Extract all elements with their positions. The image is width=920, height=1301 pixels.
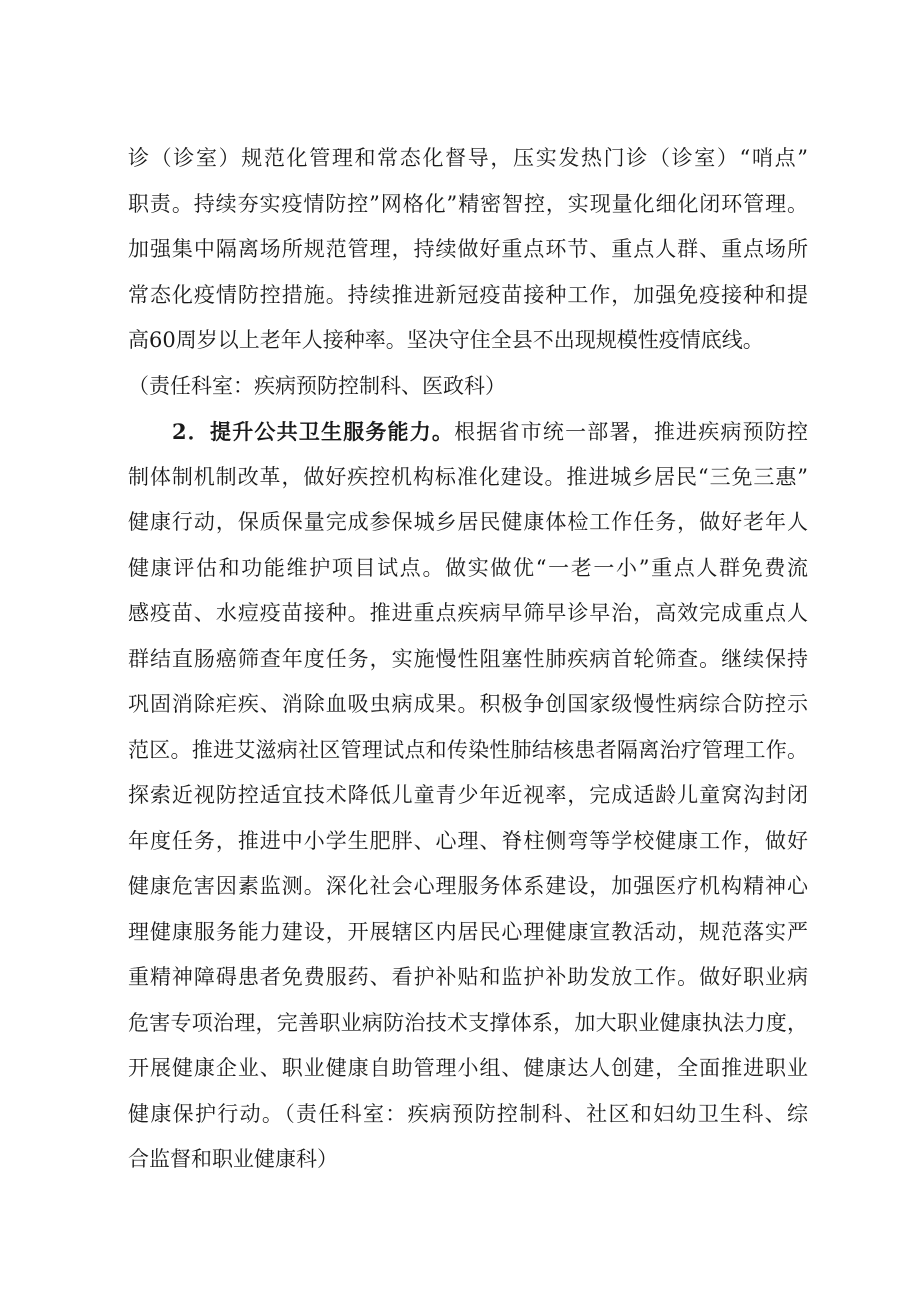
- paragraph2-line-8: 范区。推进艾滋病社区管理试点和传染性肺结核患者隔离治疗管理工作。: [128, 737, 808, 762]
- paragraph1-line-5: 高60周岁以上老年人接种率。坚决守住全县不出现规模性疫情底线。: [128, 328, 764, 352]
- paragraph2-line-10: 年度任务，推进中小学生肥胖、心理、脊柱侧弯等学校健康工作，做好: [128, 828, 808, 853]
- paragraph2-line-11: 健康危害因素监测。深化社会心理服务体系建设，加强医疗机构精神心: [128, 874, 808, 898]
- paragraph2-line-5: 感疫苗、水痘疫苗接种。推进重点疾病早筛早诊早治，高效完成重点人: [128, 601, 808, 625]
- paragraph2-line-3: 健康行动，保质保量完成参保城乡居民健康体检工作任务，做好老年人: [128, 510, 808, 534]
- paragraph1-line-4: 常态化疫情防控措施。持续推进新冠疫苗接种工作，加强免疫接种和提: [128, 282, 808, 307]
- paragraph2-line-15: 开展健康企业、职业健康自助管理小组、健康达人创建，全面推进职业: [128, 1056, 808, 1080]
- paragraph2-first-line: [128, 409, 808, 455]
- paragraph2-line-9: 探索近视防控适宜技术降低儿童青少年近视率，完成适龄儿童窝沟封闭: [128, 783, 808, 807]
- paragraph2-line-13: 重精神障碍患者免费服药、看护补贴和监护补助发放工作。做好职业病: [128, 965, 808, 989]
- paragraph2-line-2: 制体制机制改革，做好疾控机构标准化建设。推进城乡居民“三免三惠”: [128, 464, 808, 489]
- paragraph1-line-2: 职责。持续夯实疫情防控”网格化”精密智控，实现量化细化闭环管理。: [128, 191, 808, 216]
- document-body: [128, 136, 808, 1183]
- paragraph2-line-12: 理健康服务能力建设，开展辖区内居民心理健康宣教活动，规范落实严: [128, 919, 808, 944]
- paragraph1-line-6: （责任科室：疾病预防控制科、医政科）: [128, 373, 506, 398]
- paragraph2-line-6: 群结直肠癌筛查年度任务，实施慢性阻塞性肺疾病首轮筛查。继续保持: [128, 646, 808, 671]
- section-heading: 2．提升公共卫生服务能力。: [172, 419, 455, 444]
- paragraph2-line-14: 危害专项治理，完善职业病防治技术支撑体系，加大职业健康执法力度，: [128, 1010, 808, 1035]
- paragraph2-line-16: 健康保护行动。（责任科室：疾病预防控制科、社区和妇幼卫生科、综: [128, 1101, 808, 1126]
- paragraph2-line-17: 合监督和职业健康科）: [128, 1147, 338, 1171]
- paragraph2-line-4: 健康评估和功能维护项目试点。做实做优“一老一小”重点人群免费流: [128, 555, 808, 580]
- paragraph2-first-line-text: 根据省市统一部署，推进疾病预防控: [454, 420, 808, 444]
- paragraph1-line-1: 诊（诊室）规范化管理和常态化督导，压实发热门诊（诊室）“哨点”: [128, 146, 808, 170]
- paragraph1-line-3: 加强集中隔离场所规范管理，持续做好重点环节、重点人群、重点场所: [128, 237, 808, 261]
- paragraph2-line-7: 巩固消除疟疾、消除血吸虫病成果。积极争创国家级慢性病综合防控示: [128, 692, 808, 716]
